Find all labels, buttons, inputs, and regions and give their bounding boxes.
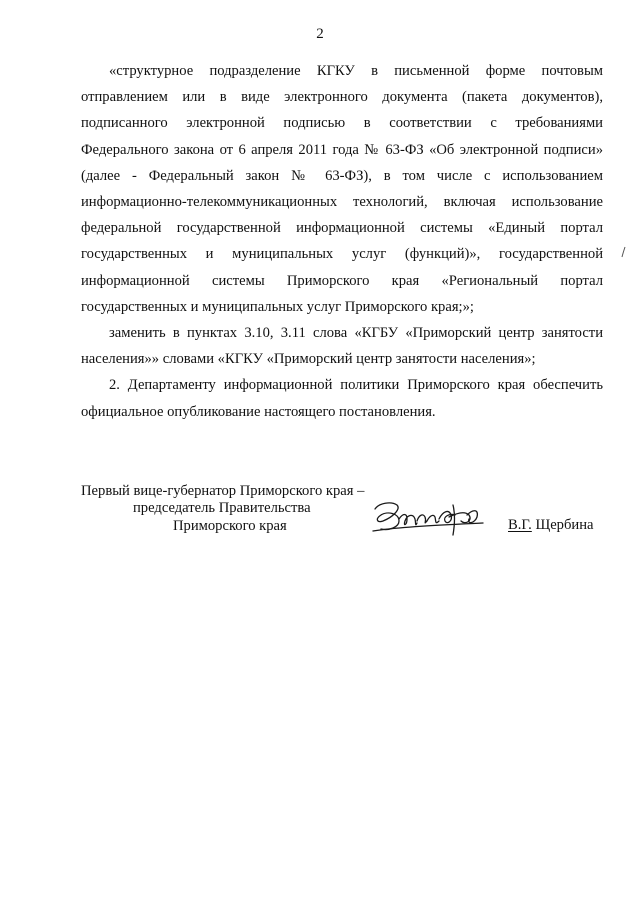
signer-position-line-1: Первый вице-губернатор Приморского края – xyxy=(81,483,365,499)
paragraph-portal-submission: «структурное подразделение КГКУ в письменной форме почтовым отправлением или в виде электронного документа (пакета документов), подписанного электронной подписью в соответствии с требованиями Федерального закона от 6 апреля 2011 года № 63-ФЗ «Об электронной подписи» (далее - Федеральный закон № 63-ФЗ), в том числе с использованием информационно-телекоммуникационных технологий, включая использование федеральной государственной информационной системы «Единый портал государственных и муниципальных услуг (функций)», государственной информационной системы Приморского края «Региональный портал государственных и муниципальных услуг Приморского края;»; xyxy=(81,63,603,315)
signer-surname: Щербина xyxy=(531,517,594,533)
signer-position-line-2: председатель Правительства xyxy=(133,500,311,516)
paragraph-publication: 2. Департаменту информационной политики Приморского края обеспечить официальное опубликование настоящего постановления. xyxy=(81,377,603,420)
signer-name xyxy=(508,515,594,535)
handwritten-signature-icon xyxy=(369,495,489,539)
document-body xyxy=(81,58,603,425)
paragraph-replace-words: заменить в пунктах 3.10, 3.11 слова «КГБУ «Приморский центр занятости населения»» словами «КГКУ «Приморский центр занятости населения»; xyxy=(81,325,603,368)
page-number: 2 xyxy=(316,26,324,42)
signature-block xyxy=(81,481,603,551)
signer-position-line-3: Приморского края xyxy=(173,518,287,534)
margin-mark-icon xyxy=(621,246,627,258)
signer-initials: В.Г. xyxy=(508,517,532,533)
